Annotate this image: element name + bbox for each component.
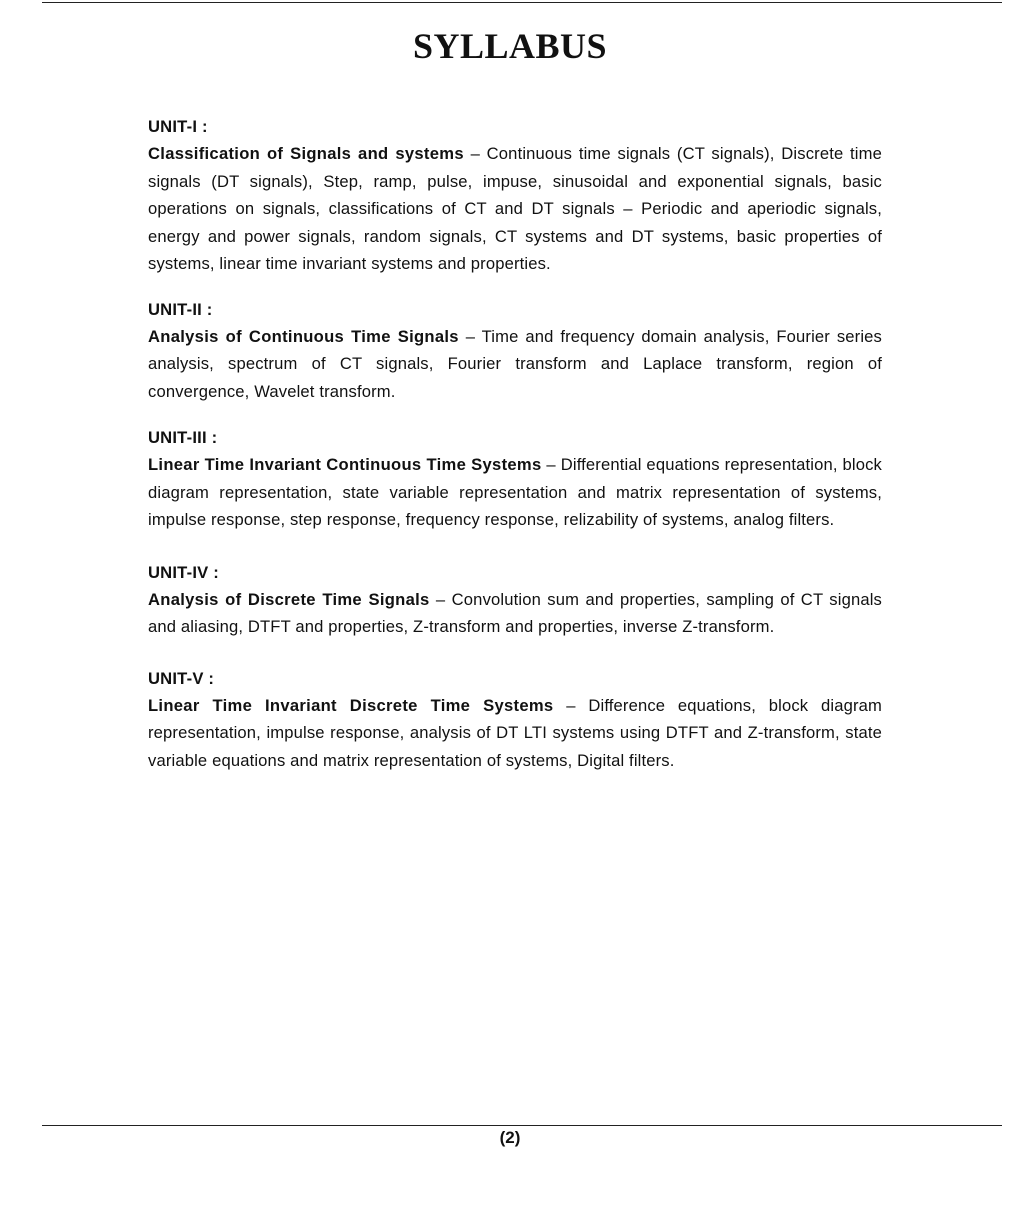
unit-topic: Analysis of Discrete Time Signals	[148, 589, 430, 609]
unit-heading: UNIT-IV :	[148, 562, 219, 582]
unit-heading: UNIT-V :	[148, 668, 215, 688]
unit-topic: Linear Time Invariant Discrete Time Systems	[148, 695, 554, 715]
footer-rule	[42, 1125, 1002, 1126]
unit-section	[148, 665, 882, 775]
unit-separator: –	[429, 589, 452, 609]
unit-section	[148, 113, 882, 278]
unit-heading: UNIT-II :	[148, 299, 213, 319]
unit-separator: –	[553, 695, 589, 715]
unit-body	[148, 586, 882, 641]
unit-heading: UNIT-I :	[148, 117, 208, 136]
unit-section	[148, 424, 882, 534]
unit-section	[148, 296, 882, 406]
unit-content: Difference equations, block diagram representation, impulse response, analysis of DT LTI systems using DTFT and Z-transform, state variable equations and matrix representation of systems, Digital filters.	[148, 695, 882, 770]
unit-heading: UNIT-III :	[148, 428, 218, 447]
page-title: SYLLABUS	[412, 26, 608, 66]
unit-topic: Analysis of Continuous Time Signals	[148, 326, 459, 346]
unit-body	[148, 451, 882, 534]
unit-content: Continuous time signals (CT signals), Discrete time signals (DT signals), Step, ramp, pulse, impuse, sinusoidal and exponential signals, basic operations on signals, classifications of CT and DT signals – Periodic and aperiodic signals, energy and power signals, random signals, CT systems and DT systems, basic properties of systems, linear time invariant systems and properties.	[148, 144, 882, 273]
unit-content: Time and frequency domain analysis, Fourier series analysis, spectrum of CT signals, Fourier transform and Laplace transform, region of convergence, Wavelet transform.	[148, 326, 882, 401]
unit-body	[148, 140, 882, 278]
unit-topic: Classification of Signals and systems	[148, 144, 464, 163]
unit-body	[148, 323, 882, 406]
unit-separator: –	[463, 144, 487, 163]
syllabus-units	[148, 113, 882, 792]
unit-separator: –	[458, 326, 482, 346]
unit-section	[148, 559, 882, 641]
unit-content: Convolution sum and properties, sampling of CT signals and aliasing, DTFT and properties, Z-transform and properties, inverse Z-transform.	[148, 589, 882, 636]
page-number: (2)	[499, 1128, 521, 1147]
top-rule	[42, 2, 1002, 3]
unit-separator: –	[541, 455, 561, 474]
unit-content: Differential equations representation, block diagram representation, state variable representation and matrix representation of systems, impulse response, step response, frequency response, relizability of systems, analog filters.	[148, 455, 882, 529]
unit-body	[148, 692, 882, 775]
unit-topic: Linear Time Invariant Continuous Time Systems	[148, 455, 542, 474]
